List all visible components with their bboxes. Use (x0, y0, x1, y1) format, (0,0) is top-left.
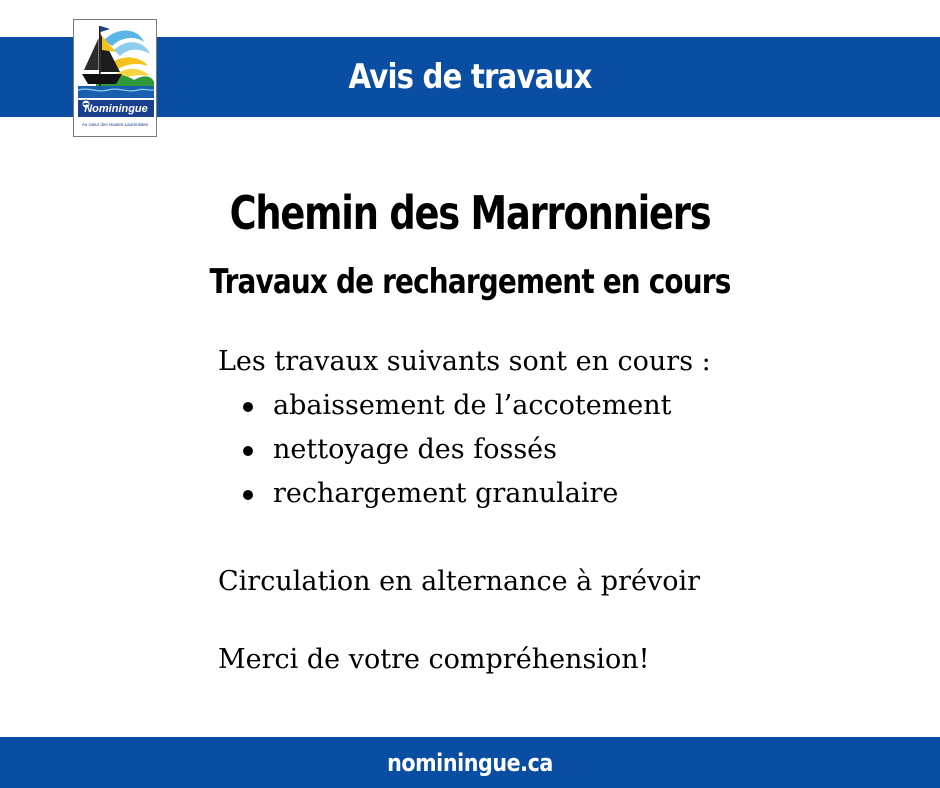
work-item-label: abaissement de l’accotement (273, 390, 672, 421)
works-intro: Les travaux suivants sont en cours : (218, 346, 711, 377)
list-item (218, 478, 672, 522)
bullet-icon (243, 446, 253, 456)
bullet-icon (243, 490, 253, 500)
logo-wordmark: Nominingue (84, 103, 148, 115)
website-url: nominingue.ca (387, 748, 553, 777)
work-item-label: nettoyage des fossés (273, 434, 558, 465)
thanks-message: Merci de votre compréhension! (218, 644, 650, 675)
page-title: Avis de travaux (348, 57, 592, 97)
work-item-label: rechargement granulaire (273, 478, 619, 509)
notice-subtitle: Travaux de rechargement en cours (209, 262, 731, 302)
logo-tagline: Au cœur des Hautes-Laurentides (81, 122, 149, 127)
traffic-notice: Circulation en alternance à prévoir (218, 566, 701, 597)
works-list (218, 390, 672, 522)
list-item (218, 390, 672, 434)
municipality-logo (73, 19, 157, 137)
list-item (218, 434, 672, 478)
street-title: Chemin des Marronniers (229, 186, 711, 240)
bullet-icon (243, 402, 253, 412)
